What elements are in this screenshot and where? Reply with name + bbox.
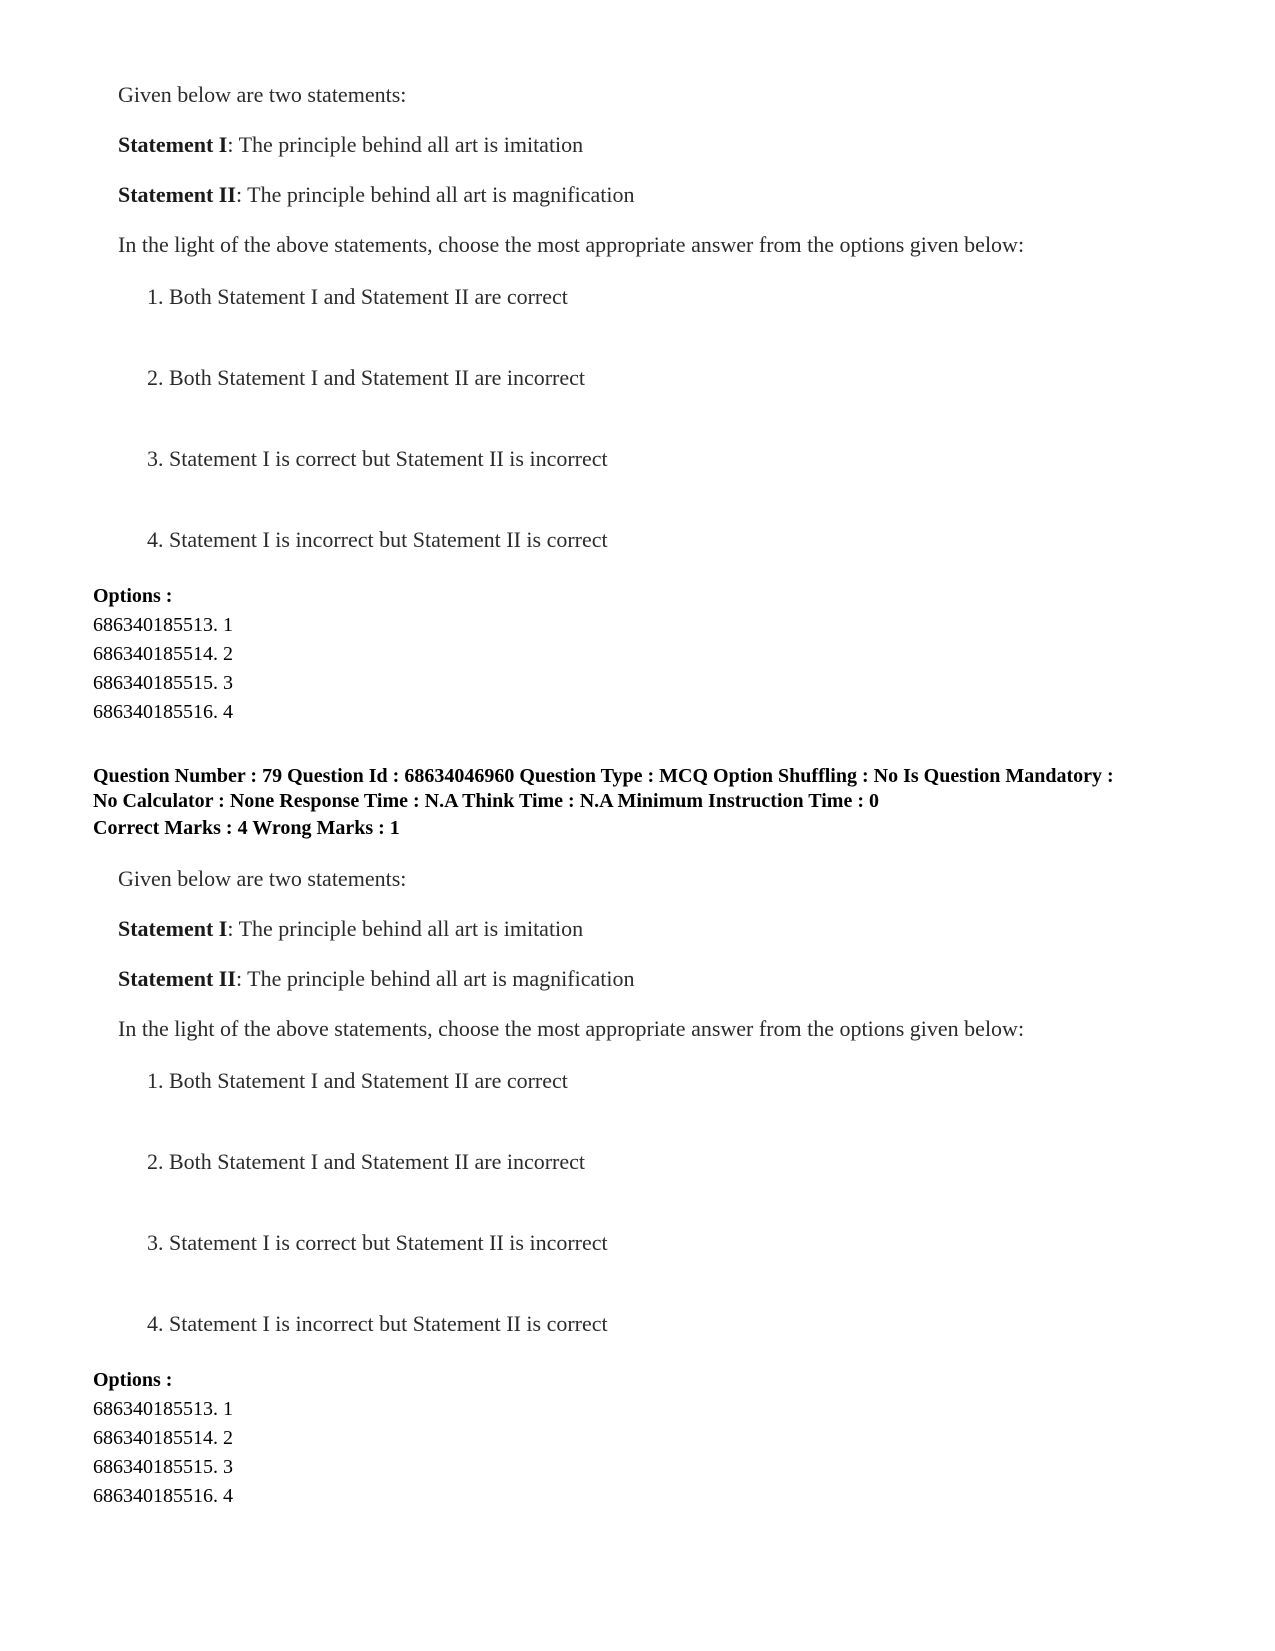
- option-id: 686340185514. 2: [93, 1427, 233, 1449]
- option-id: 686340185515. 3: [93, 1456, 233, 1478]
- statement-one-text: : The principle behind all art is imitation: [227, 916, 584, 941]
- option-id: 686340185513. 1: [93, 1398, 233, 1420]
- question-marks-line: Correct Marks : 4 Wrong Marks : 1: [93, 817, 400, 839]
- statement-two-label: Statement II: [118, 182, 236, 207]
- choice-item: 2. Both Statement I and Statement II are incorrect: [147, 1149, 586, 1174]
- question-intro: Given below are two statements:: [118, 866, 407, 891]
- choice-item: 4. Statement I is incorrect but Statement II is correct: [147, 527, 608, 552]
- statement-two-text: : The principle behind all art is magnification: [235, 182, 635, 207]
- statement-two: [118, 968, 634, 990]
- statement-one: [118, 918, 583, 940]
- question-instruction: In the light of the above statements, choose the most appropriate answer from the options given below:: [118, 1016, 1025, 1041]
- option-id: 686340185513. 1: [93, 614, 233, 636]
- question-instruction: In the light of the above statements, choose the most appropriate answer from the options given below:: [118, 232, 1025, 257]
- question-intro: Given below are two statements:: [118, 82, 407, 107]
- statement-one: [118, 134, 583, 156]
- option-id: 686340185516. 4: [93, 1485, 233, 1507]
- choice-item: 4. Statement I is incorrect but Statement II is correct: [147, 1311, 608, 1336]
- option-id: 686340185516. 4: [93, 701, 233, 723]
- choice-item: 3. Statement I is correct but Statement II is incorrect: [147, 446, 608, 471]
- statement-one-label: Statement I: [118, 916, 228, 941]
- choice-item: 2. Both Statement I and Statement II are incorrect: [147, 365, 586, 390]
- statement-two: [118, 184, 634, 206]
- statement-two-text: : The principle behind all art is magnification: [235, 966, 635, 991]
- question-meta-line: Question Number : 79 Question Id : 68634046960 Question Type : MCQ Option Shuffling : No Is Question Mandatory :: [93, 765, 1114, 787]
- option-id: 686340185515. 3: [93, 672, 233, 694]
- choice-item: 1. Both Statement I and Statement II are correct: [147, 284, 568, 309]
- statement-two-label: Statement II: [118, 966, 236, 991]
- option-id: 686340185514. 2: [93, 643, 233, 665]
- choice-item: 3. Statement I is correct but Statement II is incorrect: [147, 1230, 608, 1255]
- choice-item: 1. Both Statement I and Statement II are correct: [147, 1068, 568, 1093]
- options-heading: Options :: [93, 1369, 173, 1391]
- question-meta-line: No Calculator : None Response Time : N.A Think Time : N.A Minimum Instruction Time : 0: [93, 790, 879, 812]
- statement-one-text: : The principle behind all art is imitation: [227, 132, 584, 157]
- statement-one-label: Statement I: [118, 132, 228, 157]
- options-heading: Options :: [93, 585, 173, 607]
